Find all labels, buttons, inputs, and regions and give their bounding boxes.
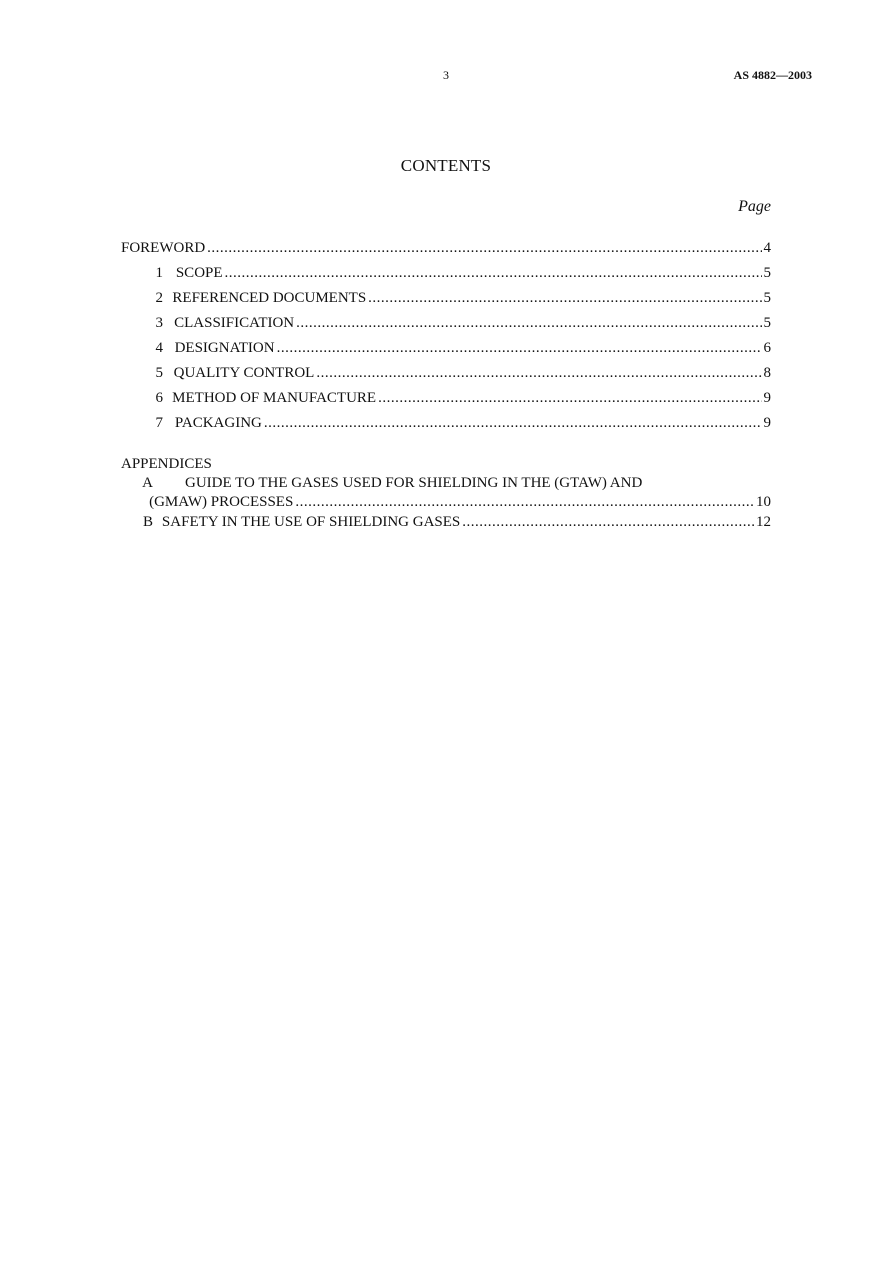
- toc-entry-section[interactable]: [121, 288, 771, 308]
- toc-label: METHOD OF MANUFACTURE: [172, 390, 377, 406]
- toc-number: 4: [155, 340, 163, 356]
- page-column-label: Page: [738, 198, 771, 215]
- toc-entry-section[interactable]: [121, 313, 771, 333]
- toc-appendix-letter: B: [142, 514, 153, 530]
- toc-number: 2: [155, 290, 163, 306]
- toc-page: 12: [756, 514, 771, 530]
- toc-leader-dots: [368, 288, 761, 308]
- toc-page: 5: [763, 315, 771, 331]
- toc-label: SCOPE: [175, 265, 223, 281]
- toc-page: 4: [763, 240, 771, 256]
- toc-label: PACKAGING: [174, 415, 262, 431]
- toc-entry-appendix-b[interactable]: [121, 512, 771, 532]
- toc-entry-foreword[interactable]: [121, 238, 771, 258]
- toc-page: 5: [763, 290, 771, 306]
- toc-entry-section[interactable]: [121, 263, 771, 283]
- toc-leader-dots: [277, 338, 762, 358]
- toc-leader-dots: [264, 413, 762, 433]
- toc-label: CLASSIFICATION: [174, 315, 295, 331]
- toc-entry-section[interactable]: [121, 338, 771, 358]
- toc-leader-dots: [378, 388, 761, 408]
- toc-leader-dots: [316, 363, 761, 383]
- toc-page: 5: [763, 265, 771, 281]
- toc-number: 5: [155, 365, 163, 381]
- toc-label: SAFETY IN THE USE OF SHIELDING GASES: [161, 514, 461, 530]
- toc-number: 6: [155, 390, 163, 406]
- toc-label: GUIDE TO THE GASES USED FOR SHIELDING IN THE (GTAW) AND: [185, 475, 643, 491]
- toc-leader-dots: [225, 263, 762, 283]
- toc-number: 3: [155, 315, 163, 331]
- toc-label: QUALITY CONTROL: [173, 365, 315, 381]
- toc-page: 9: [763, 415, 771, 431]
- toc-label: FOREWORD: [121, 240, 206, 256]
- toc-leader-dots: [296, 313, 761, 333]
- toc-number: 7: [155, 415, 163, 431]
- toc-number: 1: [155, 265, 163, 281]
- toc-entry-appendix-a-line1[interactable]: [121, 473, 771, 493]
- page-number: 3: [443, 68, 449, 82]
- toc-entry-appendix-a-line2[interactable]: [121, 492, 771, 512]
- contents-title: CONTENTS: [400, 156, 492, 175]
- toc-leader-dots: [462, 512, 754, 532]
- toc-page: 9: [763, 390, 771, 406]
- toc-appendix-letter: A: [142, 475, 153, 491]
- document-id: AS 4882—2003: [733, 68, 812, 82]
- toc-label: REFERENCED DOCUMENTS: [172, 290, 367, 306]
- toc-page: 6: [763, 340, 771, 356]
- toc-entry-section[interactable]: [121, 413, 771, 433]
- toc-label: DESIGNATION: [174, 340, 275, 356]
- toc-page: 8: [763, 365, 771, 381]
- toc-page: 10: [756, 494, 771, 510]
- toc-leader-dots: [207, 238, 761, 258]
- toc-label: (GMAW) PROCESSES: [149, 494, 294, 510]
- toc-entry-section[interactable]: [121, 363, 771, 383]
- appendices-heading: APPENDICES: [121, 456, 212, 472]
- toc-leader-dots: [295, 492, 754, 512]
- toc-entry-section[interactable]: [121, 388, 771, 408]
